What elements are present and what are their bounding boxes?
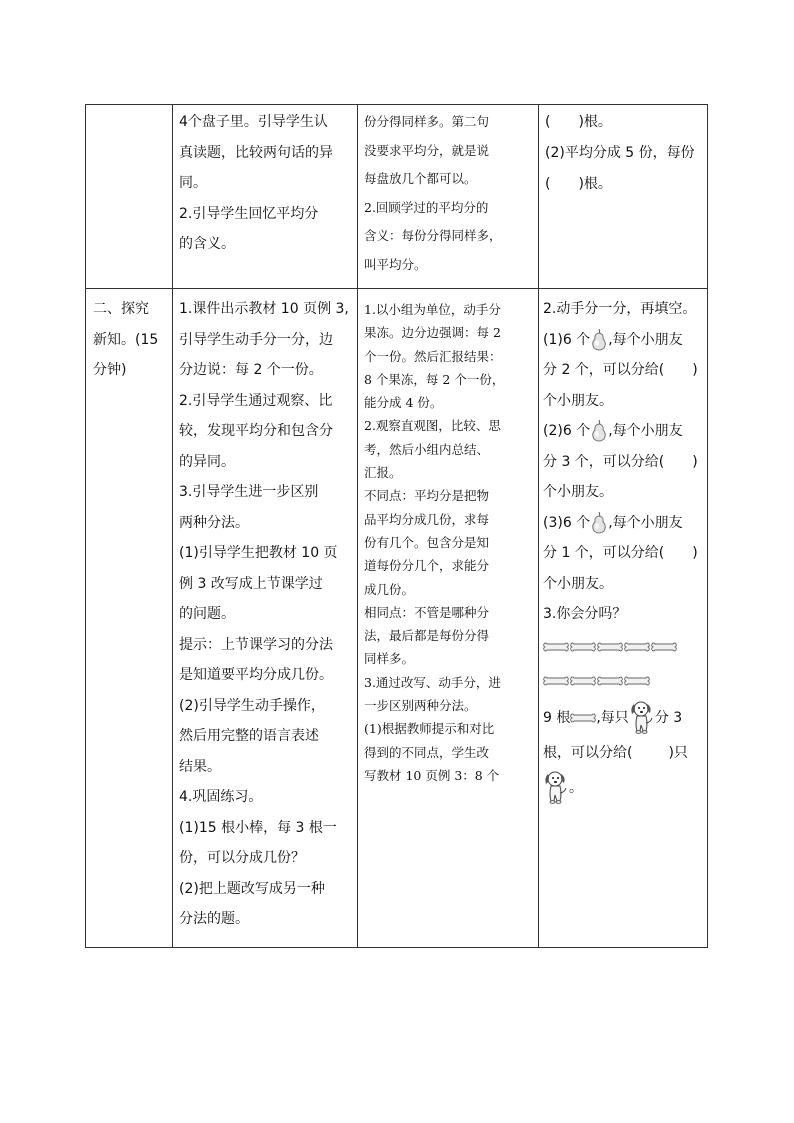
text-line: 同。: [179, 175, 207, 191]
text-line: 真读题，比较两句话的异: [179, 144, 333, 161]
col-divider-2: [357, 105, 358, 947]
text-line: [543, 416, 707, 447]
text-line: 的含义。: [179, 236, 235, 252]
text-line: 品平均分成几份，求每: [364, 511, 490, 527]
text-line: 分钟): [93, 362, 127, 378]
row2-stage-cell: [93, 294, 171, 386]
text-line: 汇报。: [364, 465, 402, 481]
text-line: 3.你会分吗？: [543, 606, 627, 622]
text-line: 写教材 10 页例 3：8 个: [364, 767, 500, 783]
text-line: 引导学生动手分一分，边: [179, 331, 333, 348]
text-line: 成几份。: [364, 581, 415, 597]
q3-prefix: (3)6 个: [543, 514, 591, 531]
text-line: 叫平均分。: [364, 256, 427, 272]
bone-row-2: [543, 664, 707, 698]
row1-teacher-cell: [179, 107, 354, 260]
q1-prefix: (1)6 个: [543, 331, 591, 348]
text-line: 4个盘子里。引导学生认: [179, 114, 328, 130]
text-line: (1)引导学生把教材 10 页: [179, 545, 338, 561]
text-line: (2)平均分成 5 份，每份: [545, 145, 695, 161]
col-divider-3: [538, 105, 539, 947]
dog-line3-suffix: 。: [569, 780, 583, 796]
bone-icon: [597, 642, 623, 652]
col-divider-1: [172, 105, 173, 947]
text-line: 2.引导学生回忆平均分: [179, 205, 319, 222]
text-line: (1)根据教师提示和对比: [364, 721, 495, 737]
row2-teacher-cell: [179, 294, 354, 935]
text-line: 同样多。: [364, 651, 415, 667]
text-line: 考，然后小组内总结、: [364, 441, 490, 457]
text-line: ( )根。: [545, 176, 612, 192]
bone-icon: [624, 642, 650, 652]
text-line: [543, 768, 707, 808]
text-line: 相同点：不管是哪种分: [364, 604, 490, 620]
text-line: (2)把上题改写成另一种: [179, 880, 325, 897]
text-line: 得到的不同点，学生改: [364, 744, 490, 760]
dog-line-suffix: 分 3: [654, 709, 683, 726]
text-line: 的问题。: [179, 606, 235, 622]
bone-icon: [570, 676, 596, 686]
text-line: 分 3 个，可以分给( ): [543, 453, 698, 470]
text-line: 法，最后都是每份分得: [364, 628, 490, 644]
text-line: 两种分法。: [179, 514, 249, 531]
text-line: 道每份分几个，求能分: [364, 558, 490, 574]
text-line: 1.以小组为单位，动手分: [364, 302, 501, 317]
text-line: 3.通过改写、动手分，进: [364, 674, 501, 690]
text-line: 3.引导学生进一步区别: [179, 484, 319, 500]
dog-line2-suffix: )只: [668, 744, 688, 761]
row2-student-cell: [364, 298, 536, 787]
text-line: 2.动手分一分，再填空。: [543, 301, 697, 317]
text-line: 含义：每份分得同样多，: [364, 228, 502, 244]
text-line: 个一份。然后汇报结果：: [364, 348, 502, 364]
text-line: 的异同。: [179, 453, 235, 470]
dog-line-prefix: 9 根: [543, 709, 571, 726]
dog-icon: [543, 768, 569, 808]
text-line: 份分得同样多。第二句: [364, 114, 490, 129]
text-line: [543, 508, 707, 539]
text-line: 一步区别两种分法。: [364, 698, 477, 714]
text-line: [543, 698, 707, 738]
text-line: 分法的题。: [179, 911, 249, 927]
text-line: 较，发现平均分和包含分: [179, 423, 333, 439]
text-line: 是知道要平均分成几份。: [179, 667, 333, 683]
text-line: (2)引导学生动手操作，: [179, 697, 325, 714]
dog-line-mid: ,每只: [596, 709, 629, 726]
q1-suffix: ,每个小朋友: [608, 331, 683, 348]
text-line: 8 个果冻，每 2 个一份，: [364, 371, 505, 387]
text-line: 新知。(15: [93, 331, 159, 348]
row2-exercise-cell: [543, 294, 707, 808]
text-line: 份，可以分成几份？: [179, 850, 305, 866]
text-line: 分 1 个，可以分给( ): [543, 545, 698, 561]
text-line: 例 3 改写成上节课学过: [179, 575, 323, 592]
dog-icon: [629, 698, 655, 738]
pear-icon: [590, 511, 608, 535]
text-line: 没要求平均分，就是说: [364, 142, 490, 158]
pear-icon: [590, 328, 608, 352]
text-line: ( )根。: [545, 114, 612, 130]
text-line: 4.巩固练习。: [179, 789, 263, 805]
text-line: (1)15 根小棒，每 3 根一: [179, 819, 337, 836]
text-line: [543, 738, 707, 769]
text-line: 1.课件出示教材 10 页例 3,: [179, 301, 349, 317]
q3-suffix: ,每个小朋友: [608, 514, 683, 531]
text-line: 每盘放几个都可以。: [364, 171, 477, 187]
bone-icon: [597, 676, 623, 686]
q2-prefix: (2)6 个: [543, 423, 591, 439]
text-line: [543, 325, 707, 356]
text-line: 个小朋友。: [543, 392, 613, 409]
text-line: 个小朋友。: [543, 575, 613, 592]
text-line: 果冻。边分边强调：每 2: [364, 325, 501, 341]
text-line: 结果。: [179, 758, 221, 775]
text-line: 提示：上节课学习的分法: [179, 636, 333, 653]
pear-icon: [590, 419, 608, 443]
text-line: 能分成 4 份。: [364, 395, 443, 411]
lesson-table: [85, 104, 708, 948]
text-line: 分边说：每 2 个一份。: [179, 362, 323, 378]
bone-icon: [570, 713, 596, 723]
bone-icon: [651, 642, 677, 652]
bone-icon: [543, 676, 569, 686]
text-line: 2.引导学生通过观察、比: [179, 392, 333, 409]
text-line: 不同点：平均分是把物: [364, 488, 490, 504]
row1-student-cell: [364, 108, 536, 280]
text-line: 二、探究: [93, 301, 149, 317]
q2-suffix: ,每个小朋友: [608, 423, 683, 439]
text-line: 2.回顾学过的平均分的: [364, 199, 489, 215]
row1-exercise-cell: [545, 107, 705, 200]
bone-icon: [624, 676, 650, 686]
text-line: 个小朋友。: [543, 484, 613, 500]
row-divider: [86, 288, 707, 289]
text-line: 分 2 个，可以分给( ): [543, 362, 698, 378]
dog-line2-prefix: 根，可以分给(: [543, 744, 633, 761]
text-line: 份有几个。包含分是知: [364, 534, 490, 550]
bone-icon: [543, 642, 569, 652]
text-line: 然后用完整的语言表述: [179, 728, 319, 744]
text-line: 2.观察直观图，比较、思: [364, 418, 501, 434]
bone-row-1: [543, 630, 707, 664]
bone-icon: [570, 642, 596, 652]
